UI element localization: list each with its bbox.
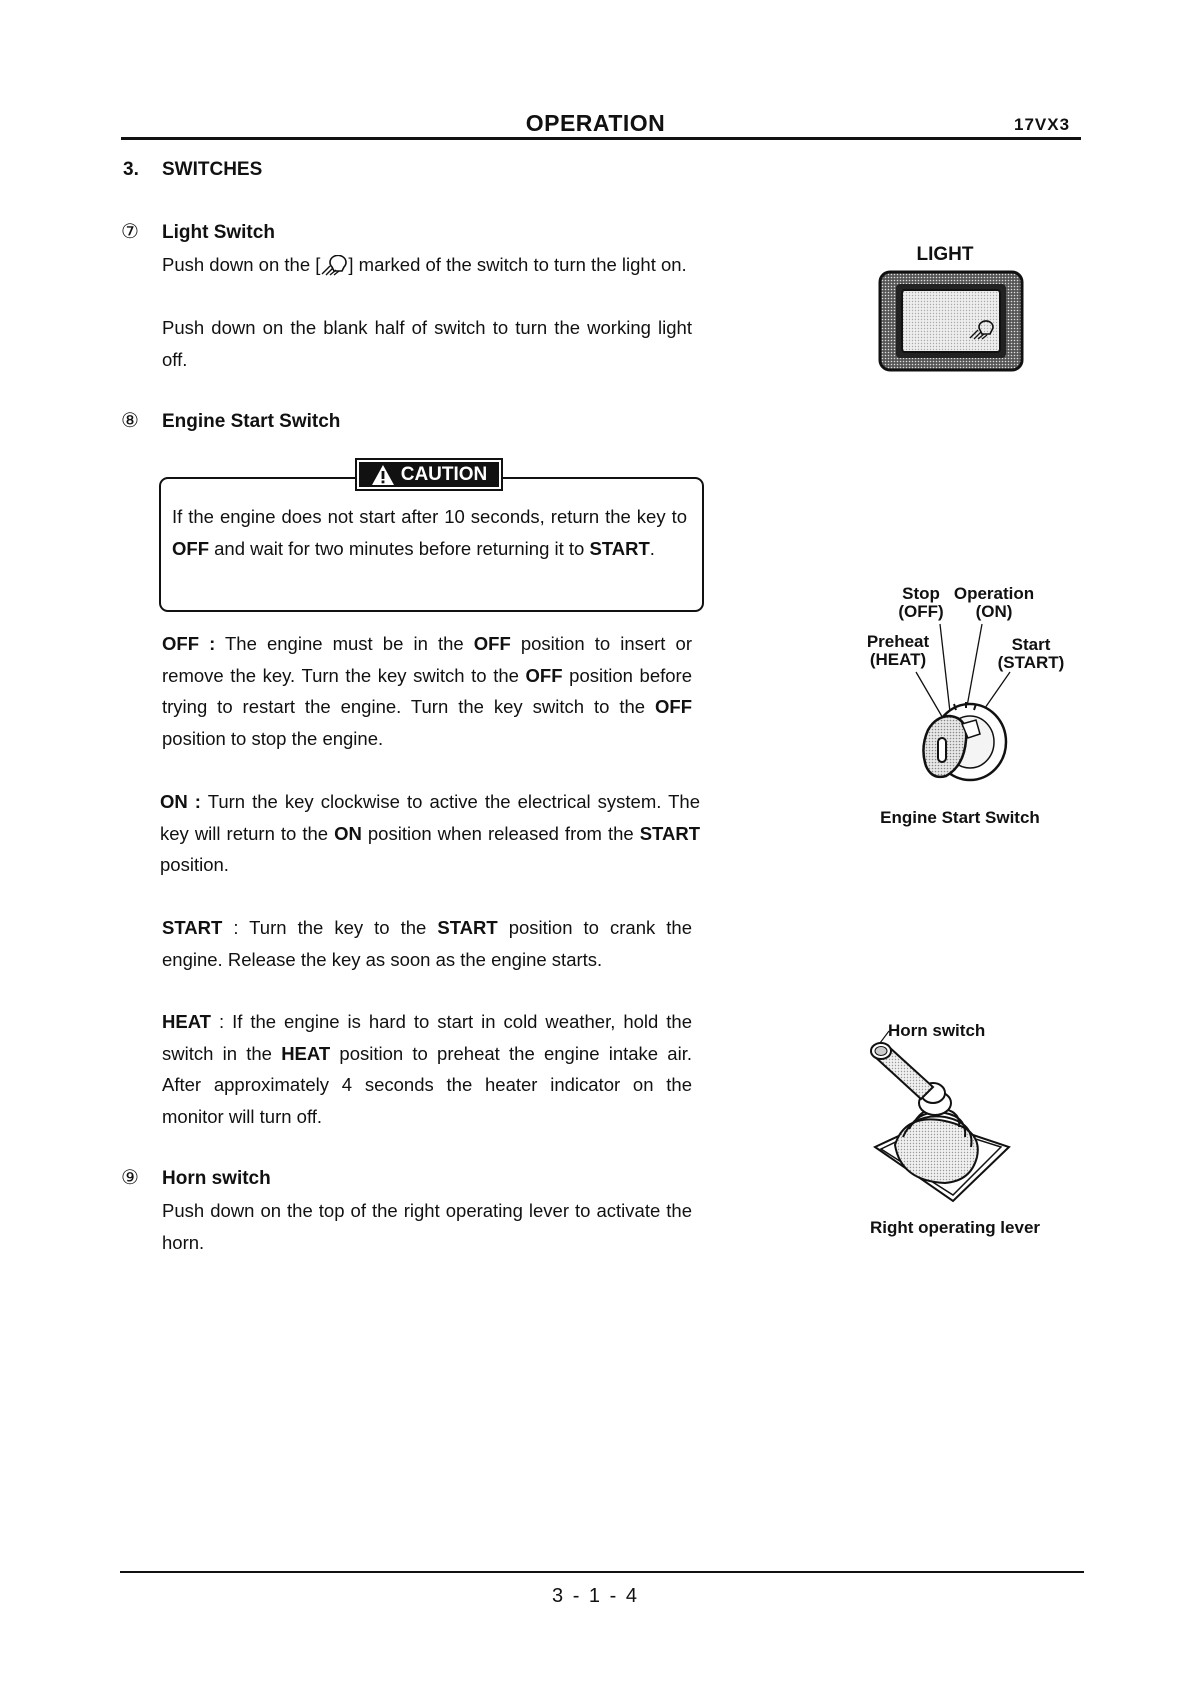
light-switch-title: Light Switch [162, 222, 275, 243]
light-symbol-icon [320, 255, 348, 277]
start-description: START : Turn the key to the START position to crank the engine. Release the key as soon as the engine starts. [162, 917, 692, 970]
item-marker-9: ⑨ [121, 1167, 139, 1189]
footer-rule [120, 1571, 1084, 1573]
caution-label [355, 458, 503, 491]
stop-label: Stop (OFF) [898, 584, 944, 621]
item-marker-8: ⑧ [121, 410, 139, 432]
start-label: Start (START) [997, 635, 1065, 672]
engine-start-switch-title: Engine Start Switch [162, 411, 341, 432]
right-operating-lever-figure [855, 1025, 1015, 1207]
horn-switch-figure-label: Horn switch [888, 1021, 986, 1040]
light-text-part: ] marked of the switch to turn the light on. [348, 254, 687, 275]
warning-triangle-icon [371, 464, 395, 486]
header-rule [121, 137, 1081, 140]
light-switch-text-2: Push down on the blank half of switch to turn the working light off. [162, 317, 692, 370]
section-title: SWITCHES [162, 159, 263, 180]
horn-switch-text: Push down on the top of the right operating lever to activate the horn. [162, 1200, 692, 1253]
light-switch-figure [878, 270, 1024, 372]
page-header-title: OPERATION [525, 110, 666, 136]
light-switch-text-1 [162, 249, 692, 281]
section-number: 3. [123, 159, 139, 180]
caution-text: If the engine does not start after 10 seconds, return the key to OFF and wait for two minutes before returning it to START. [172, 506, 687, 559]
light-figure-label: LIGHT [916, 244, 974, 265]
on-description: ON : Turn the key clockwise to active the electrical system. The key will return to the ON position when released from the START position. [160, 791, 701, 875]
off-description: OFF : The engine must be in the OFF position to insert or remove the key. Turn the key switch to the OFF position before trying to restart the engine. Turn the key switch to the OFF position to stop the engine. [162, 633, 692, 749]
engine-start-switch-caption: Engine Start Switch [880, 808, 1040, 827]
item-marker-7: ⑦ [121, 221, 139, 243]
engine-start-switch-figure [880, 620, 1030, 800]
model-code: 17VX3 [1014, 115, 1071, 134]
caution-label-text: CAUTION [400, 463, 488, 485]
operation-label: Operation (ON) [953, 584, 1035, 621]
right-operating-lever-caption: Right operating lever [869, 1218, 1041, 1237]
page-number: 3 - 1 - 4 [552, 1585, 639, 1607]
horn-switch-title: Horn switch [162, 1168, 271, 1189]
light-text-part: Push down on the [ [162, 254, 321, 275]
heat-description: HEAT : If the engine is hard to start in cold weather, hold the switch in the HEAT position to preheat the engine intake air. After approximately 4 seconds the heater indicator on the monitor will turn off. [162, 1011, 692, 1127]
preheat-label: Preheat (HEAT) [866, 632, 930, 669]
